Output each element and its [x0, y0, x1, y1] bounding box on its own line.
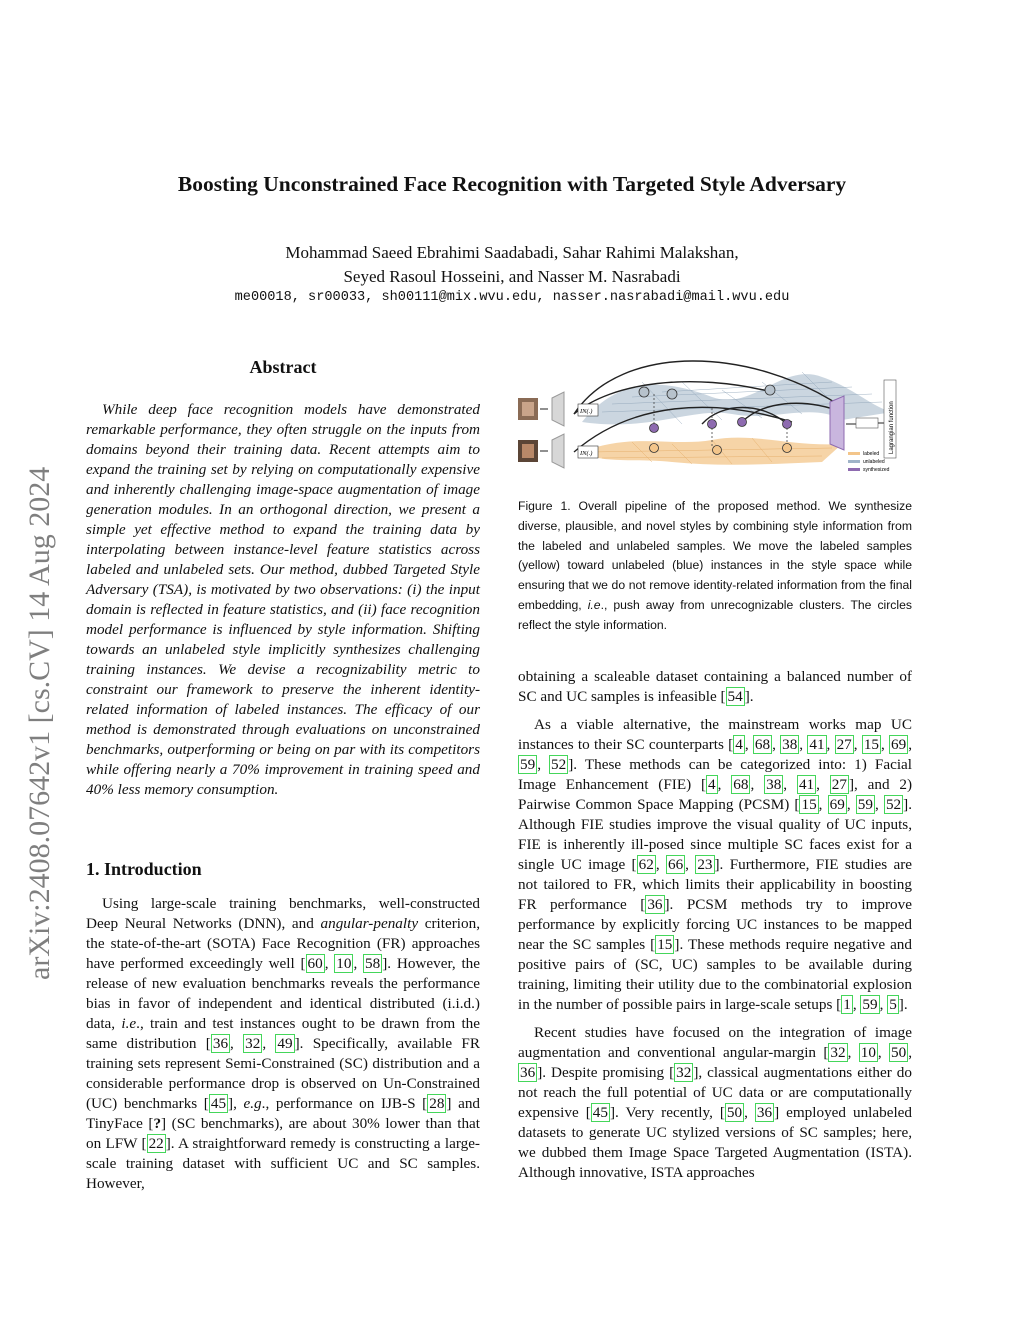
- citation-link[interactable]: 23: [697, 856, 713, 873]
- citation-link[interactable]: 36: [520, 1064, 536, 1081]
- citation-link[interactable]: 50: [726, 1104, 743, 1121]
- citation-link[interactable]: 50: [891, 1044, 907, 1061]
- citation-link[interactable]: 52: [551, 756, 567, 773]
- svg-text:labeled: labeled: [863, 451, 880, 457]
- abstract-text: While deep face recognition models have demonstrated remarkable performance, they often struggle on the inputs from domains beyond their training data. Recent attempts aim to expand the training set by relying on computationally expensive and inherently challenging image-space augmentation of image generation modules. In an orthogonal direction, we present a simple yet effective method to expand the training data by interpolating between instance-level feature statistics across labeled and unlabeled sets. Our method, dubbed Targeted Style Adversary (TSA), is motivated by two observations: (i) the input domain is reflected in feature statistics, and (ii) face recognition model performance is influenced by style information. Shifting towards an unlabeled style implicitly synthesizes challenging training instances. We devise a recognizability metric to constraint our framework to preserve the inherent identity-related information of labeled instances. The efficacy of our method is demonstrated through evaluations on unconstrained benchmarks, outperforming or being on par with its competitors while offering nearly a 70% improvement in training speed and 40% less memory consumption.: [86, 401, 480, 798]
- figure-1-caption: Figure 1. Overall pipeline of the proposed method. We synthesize diverse, plausible, and novel styles by combining style information from the labeled and unlabeled samples. We move the labeled samples (yellow) toward unlabeled (blue) instances in the style space while ensuring that we do not remove identity-related information from the final embedding, i.e., push away from unrecognizable clusters. The circles reflect the style information.: [518, 499, 912, 632]
- citation-link[interactable]: 32: [245, 1035, 261, 1052]
- citation-link[interactable]: 62: [638, 856, 654, 873]
- citation-link[interactable]: 45: [592, 1104, 608, 1121]
- right-column-body: [518, 667, 912, 1191]
- citation-link[interactable]: 5: [889, 996, 897, 1013]
- citation-link[interactable]: 32: [676, 1064, 692, 1081]
- citation-link[interactable]: 54: [727, 688, 743, 705]
- citation-link[interactable]: 36: [647, 896, 663, 913]
- authors-line-2: Seyed Rasoul Hosseini, and Nasser M. Nasrabadi: [343, 267, 681, 286]
- citation-link[interactable]: 59: [520, 756, 536, 773]
- citation-link[interactable]: 69: [891, 736, 907, 753]
- citation-link[interactable]: 36: [212, 1035, 229, 1052]
- intro-heading: 1. Introduction: [86, 859, 202, 879]
- authors-line-1: Mohammad Saeed Ebrahimi Saadabadi, Sahar Rahimi Malakshan,: [285, 243, 739, 262]
- citation-link[interactable]: 45: [210, 1095, 227, 1112]
- right-paragraph-2: Recent studies have focused on the integration of image augmentation and conventional angular-margin [ 32 , 10 , 50 , 36 ]. Despite promising [ 32 ], classical augmentations either do not reach the full potential of UC data or are computationally expensive [ 45 ]. Very recently, [ 50 , 36 ] employed unlabeled datasets to generate UC stylized versions of SC samples; here, we dubbed them Image Space Targeted Augmentation (ISTA). Although innovative, ISTA approaches: [518, 1024, 913, 1181]
- citation-link[interactable]: 59: [857, 796, 873, 813]
- citation-link[interactable]: 10: [860, 1044, 876, 1061]
- citation-link[interactable]: 60: [307, 955, 323, 972]
- encoder-block-2: [552, 434, 564, 468]
- abstract-body: [86, 400, 480, 800]
- figure-legend: [848, 451, 890, 473]
- citation-link[interactable]: 4: [708, 776, 716, 793]
- citation-link[interactable]: 28: [429, 1095, 445, 1112]
- intro-body: [86, 894, 480, 1194]
- citation-link[interactable]: 68: [754, 736, 771, 753]
- author-list: [0, 241, 1024, 289]
- svg-text:synthesized: synthesized: [863, 467, 890, 473]
- encoder-block-1: [552, 392, 564, 426]
- citation-link[interactable]: 69: [829, 796, 845, 813]
- citation-link[interactable]: 32: [830, 1044, 846, 1061]
- head-block: [830, 396, 844, 450]
- right-paragraph-0: obtaining a scaleable dataset containing a balanced number of SC and UC samples is infeasible [ 54 ].: [518, 668, 912, 705]
- citation-link[interactable]: 49: [277, 1035, 293, 1052]
- citation-link[interactable]: 66: [667, 856, 684, 873]
- citation-link[interactable]: 68: [733, 776, 749, 793]
- citation-link[interactable]: 4: [735, 736, 743, 753]
- loss-label: Lagrangian function: [889, 401, 895, 454]
- citation-link[interactable]: 15: [863, 736, 879, 753]
- citation-unresolved: ?: [153, 1115, 162, 1132]
- paper-title: Boosting Unconstrained Face Recognition with Targeted Style Adversary: [177, 172, 847, 196]
- citation-link[interactable]: 52: [885, 796, 902, 813]
- citation-link[interactable]: 58: [365, 955, 381, 972]
- embedding-box: [856, 418, 878, 428]
- arxiv-identifier: arXiv:2408.07642v1 [cs.CV] 14 Aug 2024: [23, 466, 56, 980]
- citation-link[interactable]: 36: [756, 1104, 773, 1121]
- abstract-heading: Abstract: [249, 357, 317, 377]
- figure-1-pipeline: [512, 352, 912, 480]
- citation-link[interactable]: 59: [862, 996, 878, 1013]
- in-label-1: IN(.): [580, 408, 593, 415]
- author-emails: me00018, sr00033, sh00111@mix.wvu.edu, nasser.nasrabadi@mail.wvu.edu: [234, 290, 790, 305]
- right-paragraph-1: As a viable alternative, the mainstream works map UC instances to their SC counterparts [ 4 , 68 , 38 , 41 , 27 , 15 , 69 , 59 , 52 ]. These methods can be categorized into: 1) Facial Image Enhancement (FIE) [ 4 , 68 , 38 , 41 , 27 ], and 2) Pairwise Common Space Mapping (PCSM) [ 15 , 69 , 59 , 52 ]. Although FIE studies improve the visual quality of UC inputs, FIE is inherently ill-posed since multiple SC faces exist for a single UC image [ 62 , 66 , 23 ]. Furthermore, FIE studies are not tailored to FR, which limits their applicability in boosting FR performance [ 36 ]. PCSM methods try to improve performance by explicitly forcing UC instances to be mapped near the SC samples [ 15 ]. These methods require negative and positive pairs of (SC, UC) samples to be available during training, limiting their utility due to the combinatorial explosion in the number of possible pairs in large-scale setups [ 1 , 59 , 5 ].: [518, 716, 913, 1013]
- citation-link[interactable]: 41: [798, 776, 815, 793]
- citation-link[interactable]: 1: [843, 996, 851, 1013]
- citation-link[interactable]: 38: [782, 736, 798, 753]
- in-label-2: IN(.): [580, 450, 593, 457]
- citation-link[interactable]: 10: [336, 955, 352, 972]
- intro-paragraph-1: Using large-scale training benchmarks, well-constructed Deep Neural Networks (DNN), and angular-penalty criterion, the state-of-the-art (SOTA) Face Recognition (FR) approaches have performed exceedingly well [ 60 , 10 , 58 ]. However, the release of new evaluation benchmarks reveals the performance bias in favor of independent and identical distributed (i.i.d.) data, i.e., train and test instances ought to be drawn from the same distribution [ 36 , 32 , 49 ]. Specifically, available FR training sets represent Semi-Constrained (SC) distribution and a considerable performance drop is observed on Un-Constrained (UC) benchmarks [ 45 ], e.g., performance on IJB-S [ 28 ] and TinyFace [?] (SC benchmarks), are about 30% lower than that on LFW [ 22 ]. A straightforward remedy is constructing a large-scale training dataset with sufficient UC and SC samples. However,: [86, 895, 481, 1192]
- citation-link[interactable]: 15: [657, 936, 673, 953]
- citation-link[interactable]: 15: [801, 796, 817, 813]
- citation-link[interactable]: 38: [766, 776, 782, 793]
- svg-text:unlabeled: unlabeled: [863, 459, 885, 465]
- citation-link[interactable]: 41: [809, 736, 825, 753]
- pipeline-diagram: [512, 352, 912, 480]
- citation-link[interactable]: 22: [148, 1135, 164, 1152]
- citation-link[interactable]: 27: [836, 736, 852, 753]
- citation-link[interactable]: 27: [831, 776, 847, 793]
